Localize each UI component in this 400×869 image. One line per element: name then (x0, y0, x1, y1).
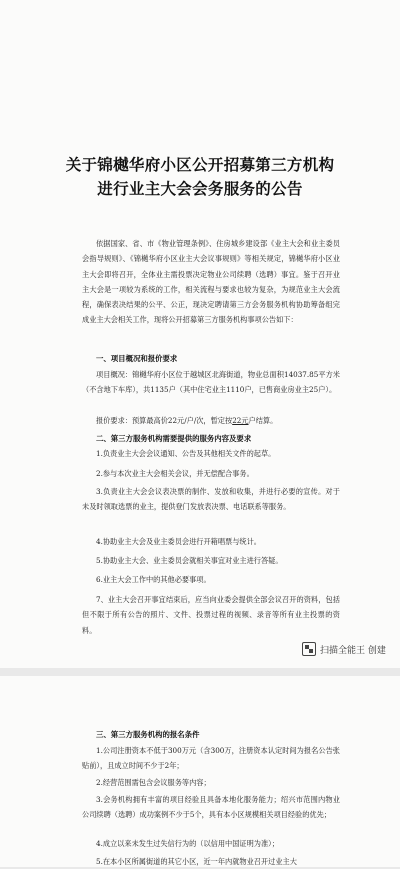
document-title-line-2: 进行业主大会会务服务的公告 (97, 180, 303, 198)
condition-5: 5.在本小区所属街道的其它小区，近一年内就物业召开过业主大 (96, 857, 297, 866)
service-item-7: 7、业主大会召开事宜结束后，应当向业委会提供全部会议召开的资料，包括但不限于所有公告的照片、文件、投票过程的视频、录音等所有业主投票的资料。 (82, 595, 340, 635)
pricing-prefix: 报价要求：预算最高价22元/户/次，暂定按 (96, 416, 233, 425)
watermark-text: 扫描全能王 创建 (320, 645, 386, 656)
condition-2: 2.经营范围需包含会议服务等内容； (96, 778, 211, 787)
intro-paragraph: 依据国家、省、市《物业管理条例》、住房城乡建设部《业主大会和业主委员会指导规则》、《锦樾华府小区业主大会议事规则》等相关规定，锦樾华府小区业主大会即将召开，全体业主需投票决定物业公司续聘（选聘）事宜。鉴于召开业主大会是一项较为系统的工作，相关流程与要求也较为复杂，为规范业主大会流程，确保表决结果的公平、公正，现决定聘请第三方会务服务机构协助筹备组完成业主大会相关工作，现将公开招募第三方服务机构事项公告如下： (82, 239, 340, 325)
service-item-3: 3.负责业主大会会议表决票的制作、发放和收集，并进行必要的宣传。对于未及时领取选票的业主，提供登门发放表决票、电话联系等服务。 (82, 487, 340, 512)
condition-4: 4.成立以来未发生过失信行为的（以信用中国证明为准）； (96, 839, 279, 848)
condition-1: 1.公司注册资本不低于300万元（含300万，注册资本认定时间为报名公告张贴前），且成立时间不少于2年； (82, 746, 340, 771)
condition-3: 3.会务机构拥有丰富的项目经验且具备本地化服务能力；绍兴市范围内物业公司续聘（选聘）成功案例不少于5个，具有本小区规模相关项目经验的优先； (82, 795, 340, 820)
service-item-5: 5.协助业主大会、业主委员会就相关事宜对业主进行答疑。 (96, 556, 283, 565)
service-item-2: 2.参与本次业主大会相关会议，并无偿配合事务。 (96, 469, 254, 478)
section-3-heading: 三、第三方服务机构的报名条件 (96, 730, 200, 739)
scanner-watermark (302, 642, 386, 656)
pricing-paragraph (82, 413, 340, 428)
service-item-1: 1.负责业主大会会议通知、公告及其他相关文件的起草。 (96, 449, 276, 458)
pricing-suffix: 户结算。 (248, 416, 278, 425)
service-item-6: 6.业主大会工作中的其他必要事项。 (96, 575, 211, 584)
section-1-heading: 一、项目概况和报价要求 (96, 354, 178, 363)
section-2-heading: 二、第三方服务机构需要提供的服务内容及要求 (96, 434, 252, 443)
pricing-amount: 22元 (232, 416, 249, 425)
document-title-line-1: 关于锦樾华府小区公开招募第三方机构 (65, 156, 335, 174)
document-page-2 (0, 676, 400, 867)
qr-code-icon (302, 642, 316, 656)
project-overview-paragraph: 项目概况：锦樾华府小区位于越城区北海街道，物业总面积14037.85平方米（不含地下车库），共1135户（其中住宅业主1110户，已售商业房业主25户）。 (82, 370, 340, 395)
service-item-4: 4.协助业主大会及业主委员会进行开箱唱票与统计。 (96, 537, 261, 546)
